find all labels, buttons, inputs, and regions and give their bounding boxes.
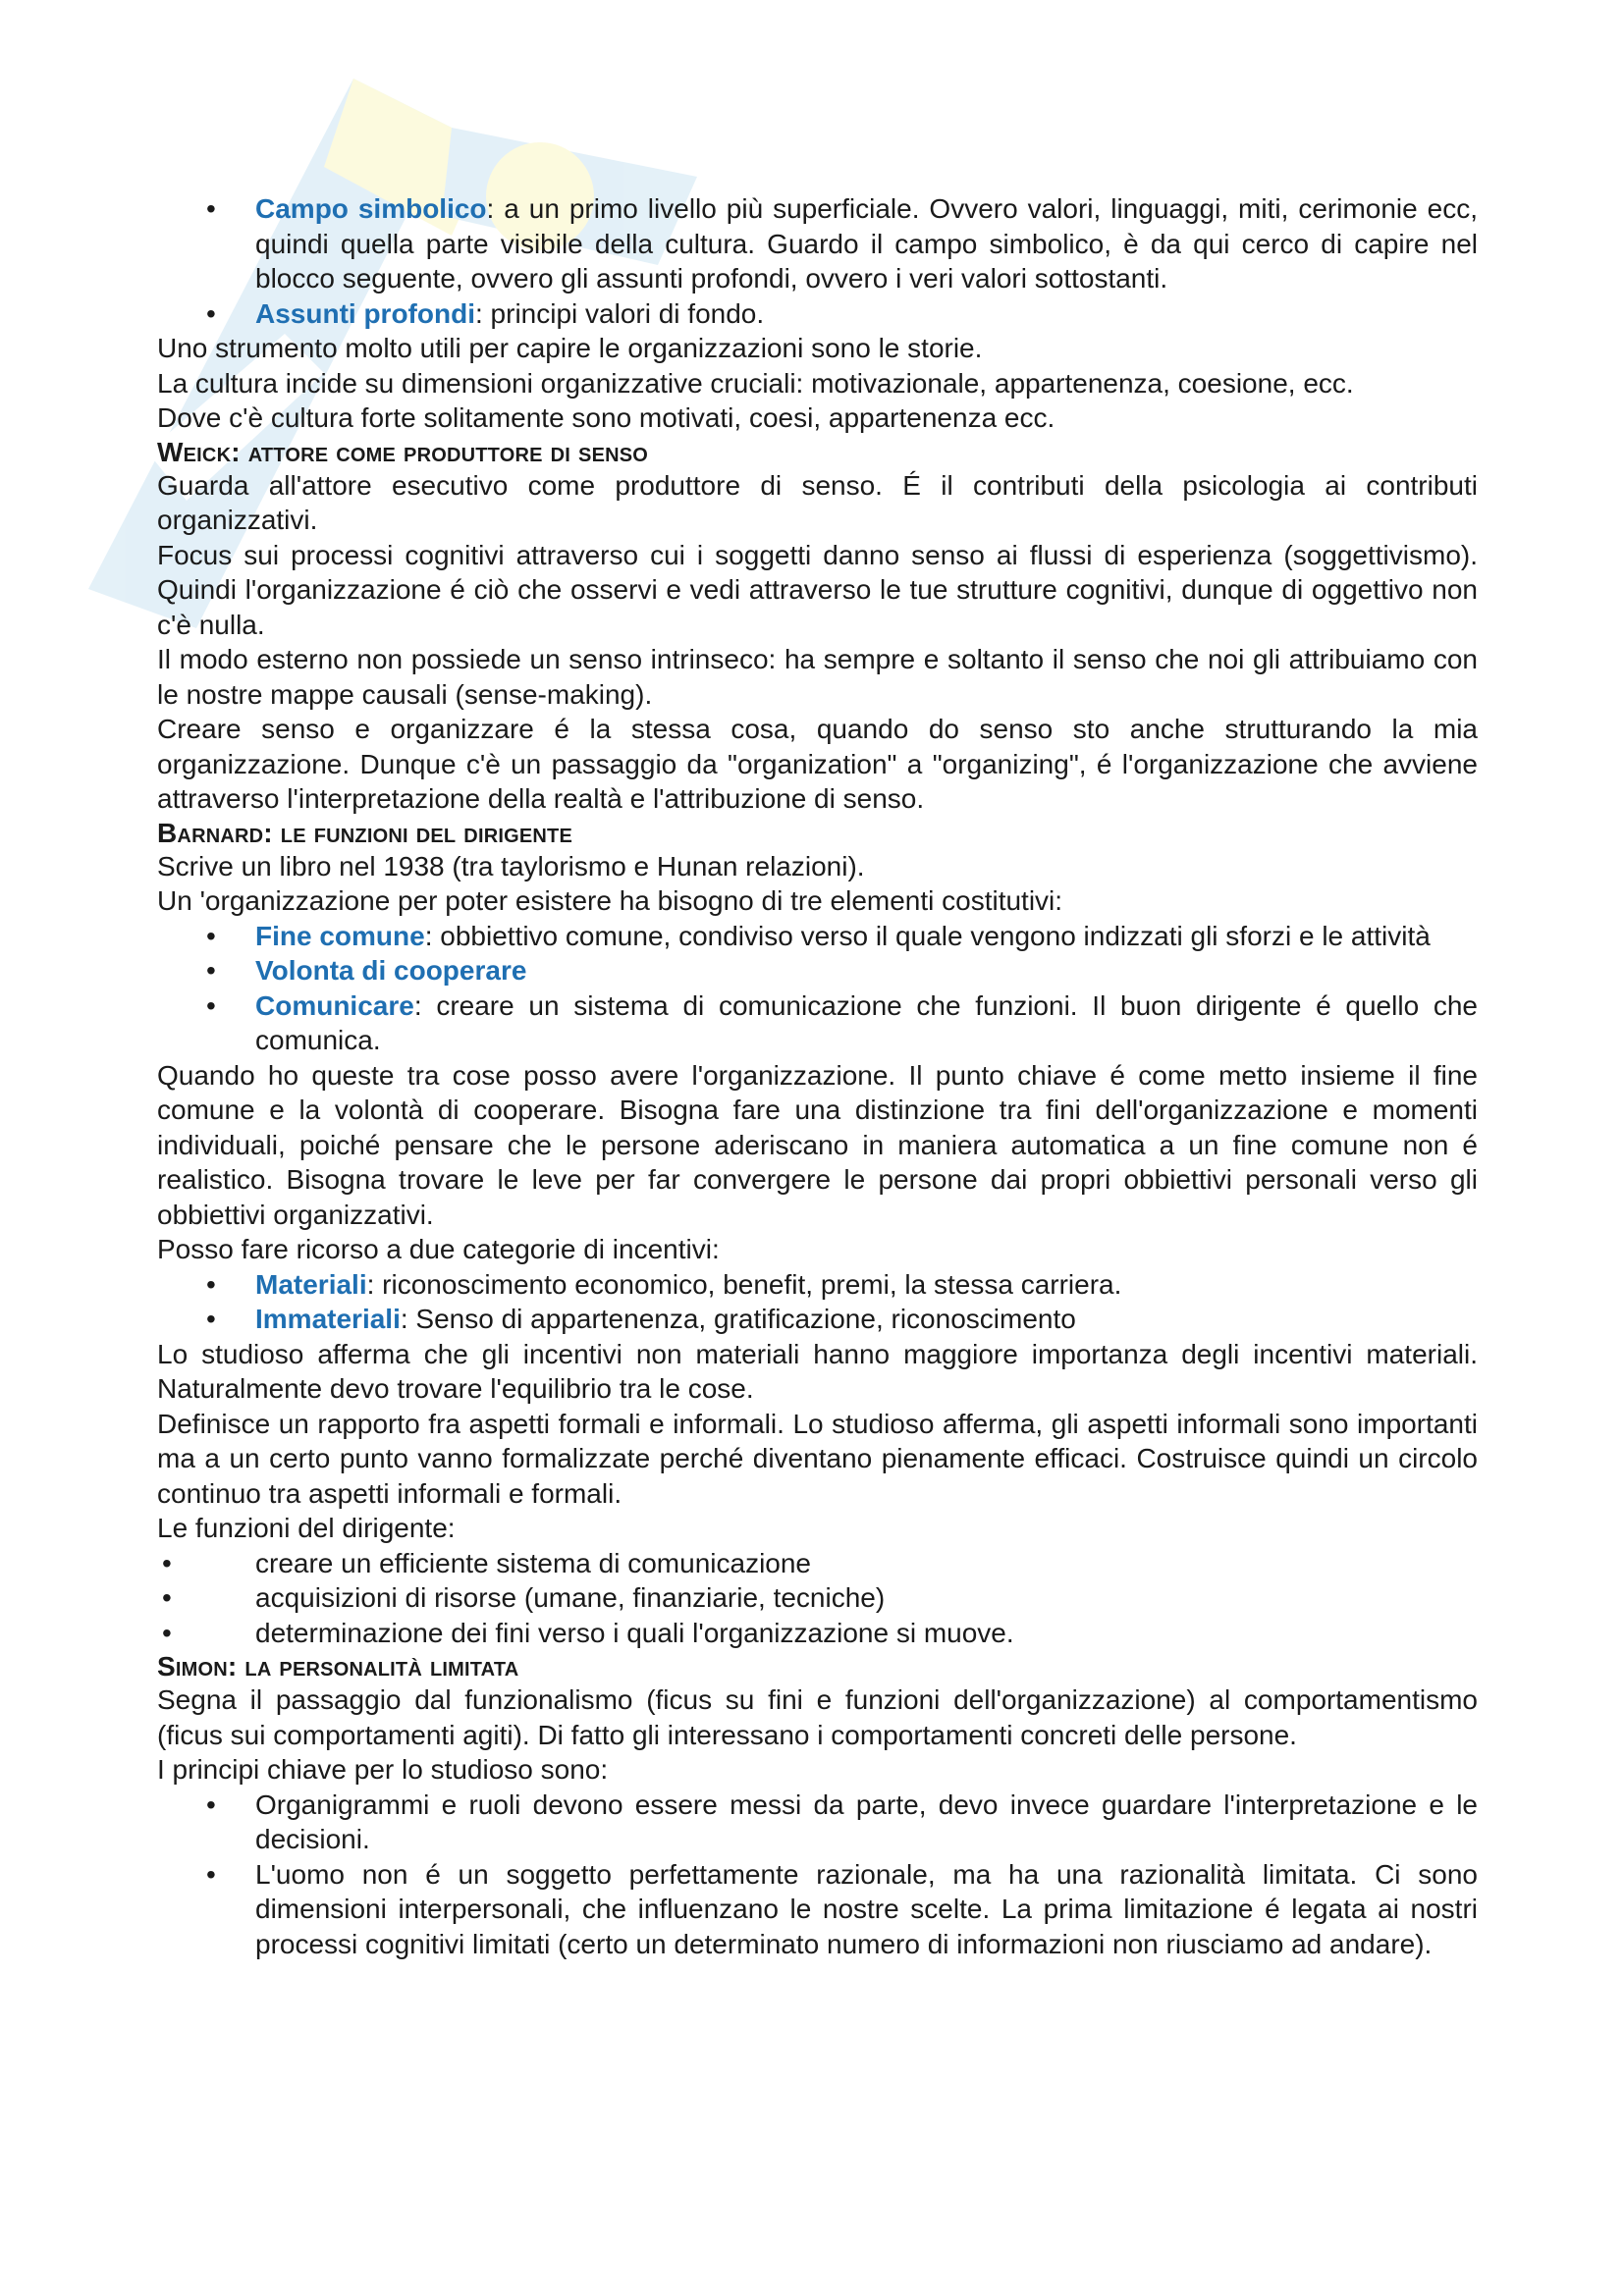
paragraph: Scrive un libro nel 1938 (tra taylorismo e Hunan relazioni). xyxy=(157,850,865,881)
paragraph: Il modo esterno non possiede un senso intrinseco: ha sempre e soltanto il senso che noi gli attribuiamo con le nostre mappe causali (sense-making). xyxy=(157,644,1478,710)
paragraph: Le funzioni del dirigente: xyxy=(157,1513,456,1543)
culture-levels-list xyxy=(157,191,1478,331)
paragraph: Posso fare ricorso a due categorie di incentivi: xyxy=(157,1234,720,1264)
list-item: • Volonta di cooperare xyxy=(157,953,1478,988)
paragraph: La cultura incide su dimensioni organizzative cruciali: motivazionale, appartenenza, coesione, ecc. xyxy=(157,367,1354,399)
paragraph: Un 'organizzazione per poter esistere ha bisogno di tre elementi costitutivi: xyxy=(157,885,1063,916)
paragraph: Uno strumento molto utili per capire le organizzazioni sono le storie. xyxy=(157,333,983,363)
paragraph: Quando ho queste tra cose posso avere l'organizzazione. Il punto chiave é come metto insieme il fine comune e la volontà di cooperare. Bisogna fare una distinzione tra fini dell'organizzazione e momenti individuali, poiché pensare che le persone aderiscano in maniera automatica a un fine comune non é realistico. Bisogna trovare le leve per far convergere le persone dai propri obbiettivi personali verso gli obbiettivi organizzativi. xyxy=(157,1059,1478,1230)
list-item: • Organigrammi e ruoli devono essere messi da parte, devo invece guardare l'interpretazione e le decisioni. xyxy=(157,1788,1478,1857)
paragraph: Creare senso e organizzare é la stessa cosa, quando do senso sto anche strutturando la mia organizzazione. Dunque c'è un passaggio da "organization" a "organizing", é l'organizzazione che avviene attraverso l'interpretazione della realtà e l'attribuzione di senso. xyxy=(157,714,1478,814)
list-item: • Fine comune: obbiettivo comune, condiviso verso il quale vengono indizzati gli sforzi e le attività xyxy=(157,919,1478,954)
paragraph: Segna il passaggio dal funzionalismo (ficus su fini e funzioni dell'organizzazione) al comportamentismo (ficus sui comportamenti agiti). Di fatto gli interessano i comportamenti concreti delle persone. xyxy=(157,1684,1478,1750)
list-item: • creare un efficiente sistema di comunicazione xyxy=(157,1546,1478,1581)
paragraph: Focus sui processi cognitivi attraverso cui i soggetti danno senso ai flussi di esperienza (soggettivismo). Quindi l'organizzazione é ciò che osservi e vedi attraverso le tue strutture cognitivi, dunque di oggettivo non c'è nulla. xyxy=(157,539,1478,640)
section-heading-weick: Weick: attore come produttore di senso xyxy=(157,436,649,467)
incentives-list xyxy=(157,1267,1478,1337)
document-body xyxy=(157,191,1478,1961)
list-item: • Comunicare: creare un sistema di comunicazione che funzioni. Il buon dirigente é quello che comunica. xyxy=(157,988,1478,1058)
list-item: • Immateriali: Senso di appartenenza, gratificazione, riconoscimento xyxy=(157,1302,1478,1337)
list-item: • determinazione dei fini verso i quali l'organizzazione si muove. xyxy=(157,1616,1478,1651)
list-item: • Materiali: riconoscimento economico, benefit, premi, la stessa carriera. xyxy=(157,1267,1478,1303)
paragraph: Lo studioso afferma che gli incentivi non materiali hanno maggiore importanza degli incentivi materiali. Naturalmente devo trovare l'equilibrio tra le cose. xyxy=(157,1338,1478,1404)
paragraph: Guarda all'attore esecutivo come produttore di senso. É il contributi della psicologia ai contributi organizzativi. xyxy=(157,469,1478,535)
key-principles-list xyxy=(157,1788,1478,1962)
list-item: • acquisizioni di risorse (umane, finanziarie, tecniche) xyxy=(157,1580,1478,1616)
list-item: • L'uomo non é un soggetto perfettamente razionale, ma ha una razionalità limitata. Ci sono dimensioni interpersonali, che influenzano le nostre scelte. La prima limitazione é legata ai nostri processi cognitivi limitati (certo un determinato numero di informazioni non riusciamo ad andare). xyxy=(157,1857,1478,1962)
list-item: • Campo simbolico: a un primo livello più superficiale. Ovvero valori, linguaggi, miti, cerimonie ecc, quindi quella parte visibile della cultura. Guardo il campo simbolico, è da qui cerco di capire nel blocco seguente, ovvero gli assunti profondi, ovvero i veri valori sottostanti. xyxy=(157,191,1478,296)
section-heading-simon: Simon: la personalità limitata xyxy=(157,1651,519,1682)
paragraph: Definisce un rapporto fra aspetti formali e informali. Lo studioso afferma, gli aspetti informali sono importanti ma a un certo punto vanno formalizzate perché diventano pienamente efficaci. Costruisce quindi un circolo continuo tra aspetti informali e formali. xyxy=(157,1408,1478,1509)
list-item: • Assunti profondi: principi valori di fondo. xyxy=(157,296,1478,332)
section-heading-barnard: Barnard: le funzioni del dirigente xyxy=(157,817,573,848)
manager-functions-list xyxy=(157,1546,1478,1651)
constitutive-elements-list xyxy=(157,919,1478,1058)
paragraph: I principi chiave per lo studioso sono: xyxy=(157,1754,609,1785)
paragraph: Dove c'è cultura forte solitamente sono motivati, coesi, appartenenza ecc. xyxy=(157,402,1055,433)
